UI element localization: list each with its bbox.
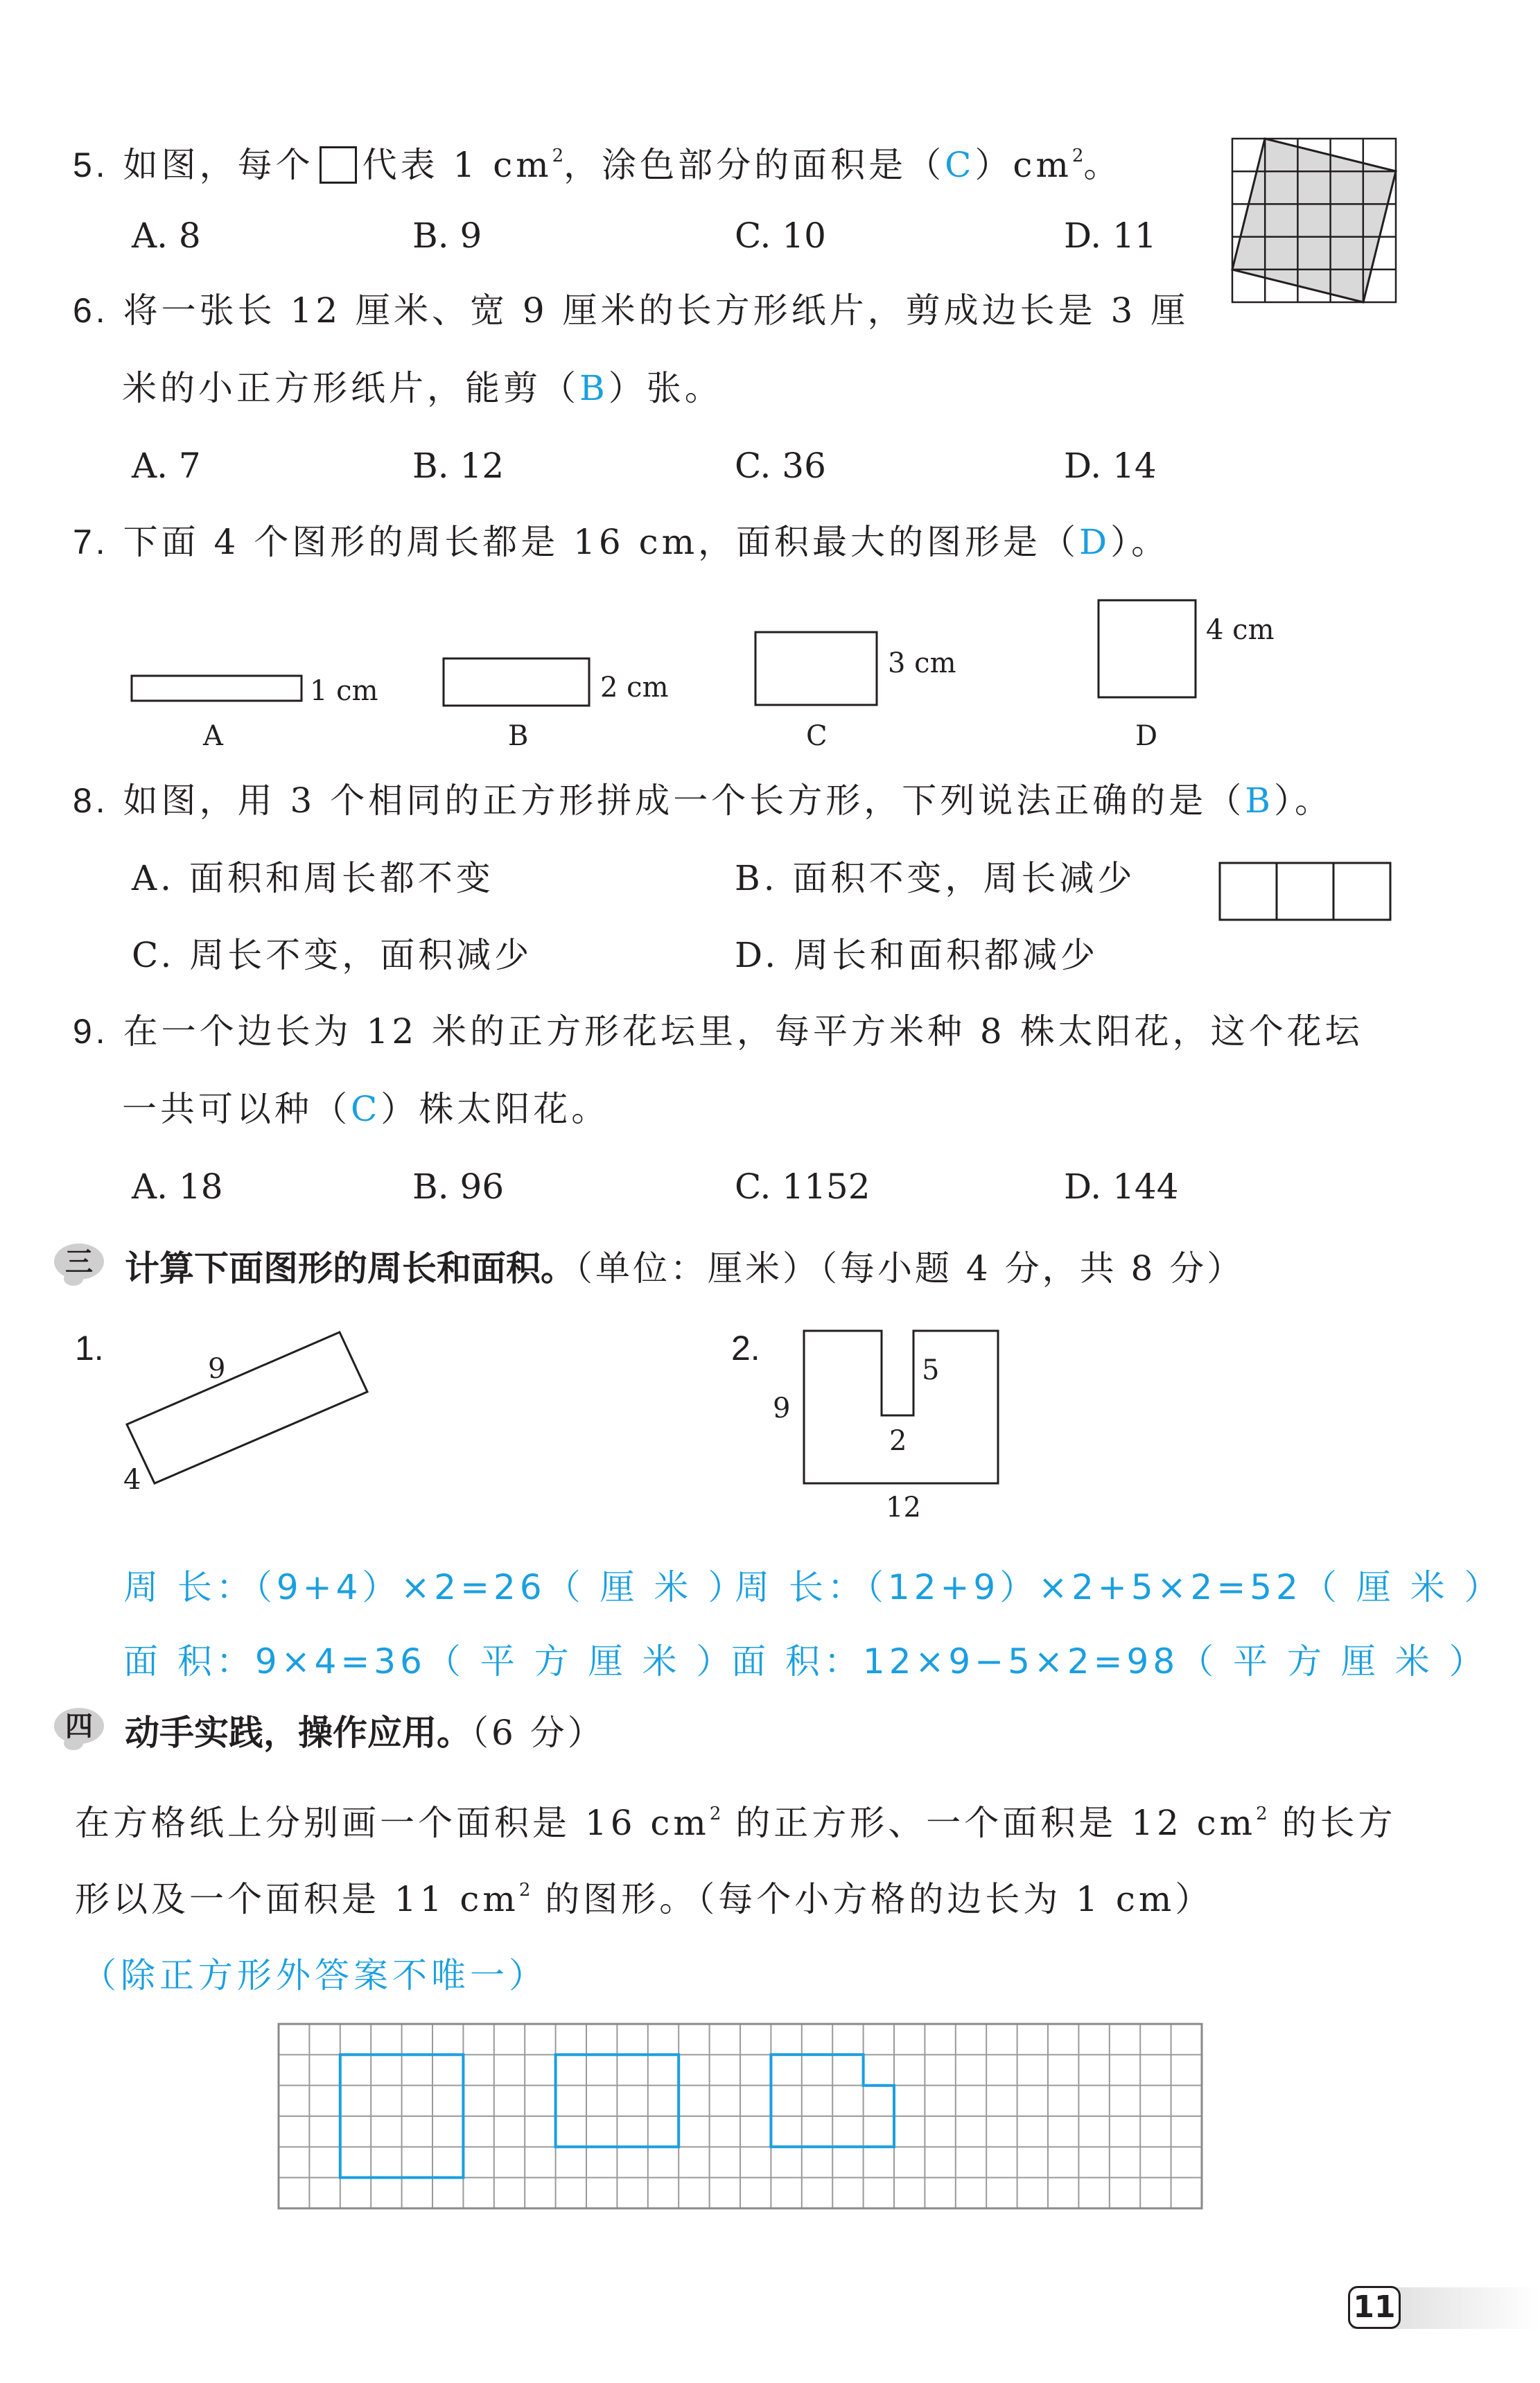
s3-p2-label-notch-width: 2 (889, 1425, 907, 1457)
s3-p2-label-height: 9 (773, 1393, 791, 1424)
s4-line1-sup2: 2 (1256, 1804, 1268, 1824)
q7-shapes (0, 582, 1540, 762)
q9-answer: C (351, 1089, 381, 1129)
q9-option-a: A. 18 (132, 1167, 223, 1207)
s3-p1-number: 1. (75, 1329, 104, 1368)
q5-answer: C (945, 145, 975, 185)
q7-text-a: 下面 4 个图形的周长都是 16 cm，面积最大的图形是（ (123, 522, 1080, 562)
s3-p1-label-short: 4 (123, 1464, 141, 1496)
q8-option-b: B. 面积不变，周长减少 (735, 858, 1136, 898)
s3-p2-perimeter: 周 长：（12+9）×2+5×2=52（ 厘 米 ） (735, 1567, 1503, 1607)
section3-badge-text: 三 (65, 1246, 93, 1278)
s4-line1-a: 在方格纸上分别画一个面积是 16 cm (75, 1803, 710, 1843)
q6-answer: B (579, 368, 609, 408)
q5-text-d: ）cm (974, 145, 1072, 185)
s3-p2-label-notch-depth: 5 (922, 1354, 940, 1386)
q7-dim-c: 3 cm (888, 647, 956, 679)
q7-shape-c (755, 632, 956, 752)
q5-text-e: 。 (1083, 145, 1122, 185)
q7-number: 7. (73, 523, 109, 561)
q8-option-d: D. 周长和面积都减少 (735, 935, 1099, 975)
q9-line2 (122, 1088, 609, 1130)
q6-number: 6. (73, 291, 109, 330)
s4-line1-b: 的正方形、一个面积是 12 cm (721, 1803, 1257, 1843)
q9-line1 (73, 1011, 1363, 1052)
section3-note: （单位：厘米）（每小题 4 分，共 8 分） (575, 1248, 1245, 1289)
q6-line1 (73, 290, 1189, 331)
q7-dim-d: 4 cm (1206, 614, 1275, 646)
s4-line1-sup: 2 (709, 1804, 721, 1824)
q8-answer: B (1245, 780, 1274, 821)
shaded-square (1232, 139, 1396, 302)
s3-p2-figure (762, 1331, 1040, 1539)
s4-answer-note: （除正方形外答案不唯一） (82, 1955, 548, 1996)
section4-header (125, 1712, 605, 1762)
s3-p2-label-width: 12 (886, 1492, 921, 1524)
q7-dim-b: 2 cm (600, 672, 669, 704)
q9-option-d: D. 144 (1064, 1167, 1179, 1207)
q5-sup: 2 (552, 146, 564, 166)
q7-label-b: B (508, 720, 529, 752)
q8-number: 8. (73, 781, 109, 820)
q6-line1-text: 将一张长 12 厘米、宽 9 厘米的长方形纸片，剪成边长是 3 厘 (123, 290, 1189, 331)
q7-text-b: ）。 (1110, 522, 1170, 562)
section4-badge-icon (53, 1705, 104, 1748)
q5-text-c: ，涂色部分的面积是（ (563, 145, 945, 185)
q5-option-c: C. 10 (735, 216, 826, 256)
q5-grid-figure (1232, 139, 1396, 302)
s4-line2-b: 的图形。（每个小方格的边长为 1 cm） (530, 1879, 1214, 1919)
q8-three-squares-figure (1220, 863, 1390, 920)
q9-number: 9. (73, 1012, 109, 1051)
q7-text (73, 521, 1169, 563)
s3-p2-area: 面 积：12×9−5×2=98（ 平 方 厘 米 ） (731, 1641, 1488, 1682)
q9-option-b: B. 96 (412, 1167, 505, 1207)
q6-line2-b: ）张。 (608, 368, 723, 408)
q5-sup2: 2 (1071, 146, 1084, 166)
q6-option-c: C. 36 (735, 446, 826, 486)
section3-badge-icon (53, 1241, 104, 1284)
q7-shape-b (444, 658, 669, 752)
q8-text-b: ）。 (1273, 780, 1333, 821)
q5-text-a: 如图，每个 (123, 145, 314, 185)
section3-header (125, 1248, 1244, 1298)
q8-option-a: A. 面积和周长都不变 (132, 858, 494, 898)
q7-label-d: D (1135, 720, 1158, 752)
s3-p1-perimeter: 周 长：（9+4）×2=26（ 厘 米 ） (123, 1567, 747, 1607)
q5-text (73, 135, 1121, 186)
s3-p2-number: 2. (731, 1329, 760, 1368)
q8-text-a: 如图，用 3 个相同的正方形拼成一个长方形，下列说法正确的是（ (123, 780, 1245, 821)
q6-line2-a: 米的小正方形纸片，能剪（ (122, 368, 579, 408)
s3-p1-label-long: 9 (208, 1353, 226, 1385)
q8-text (73, 780, 1333, 821)
q5-number: 5. (73, 146, 109, 184)
section4-badge-text: 四 (65, 1711, 93, 1743)
section4-note: （6 分） (471, 1713, 605, 1753)
page-number: 11 (1348, 2286, 1401, 2329)
q9-line2-a: 一共可以种（ (122, 1089, 351, 1129)
q5-option-b: B. 9 (412, 216, 482, 256)
q7-shape-d (1099, 600, 1275, 752)
s3-p1-figure (0, 1317, 485, 1525)
q6-line2 (122, 367, 723, 409)
q9-option-c: C. 1152 (735, 1167, 870, 1207)
q9-line2-b: ）株太阳花。 (380, 1089, 610, 1129)
s4-line2-sup: 2 (518, 1880, 531, 1901)
q7-label-a: A (203, 720, 223, 752)
s4-line1 (75, 1793, 1397, 1844)
grid-paper-lines (279, 2024, 1202, 2208)
unit-square-icon (320, 146, 357, 184)
q7-answer: D (1079, 522, 1111, 562)
q9-line1-text: 在一个边长为 12 米的正方形花坛里，每平方米种 8 株太阳花，这个花坛 (123, 1011, 1363, 1051)
q7-dim-a: 1 cm (310, 675, 378, 707)
q7-shape-a (132, 675, 378, 752)
s4-line1-c: 的长方 (1267, 1803, 1397, 1843)
q5-option-d: D. 11 (1064, 216, 1157, 256)
q6-option-d: D. 14 (1064, 446, 1157, 486)
q7-label-c: C (806, 720, 828, 752)
s4-line2 (75, 1869, 1213, 1920)
s4-line2-a: 形以及一个面积是 11 cm (75, 1879, 519, 1919)
section3-title: 计算下面图形的周长和面积。 (125, 1248, 575, 1289)
q6-option-b: B. 12 (412, 446, 505, 486)
grid-paper (279, 2024, 1202, 2208)
q5-text-b: 代表 1 cm (362, 145, 552, 185)
q6-option-a: A. 7 (132, 446, 201, 486)
q8-option-c: C. 周长不变，面积减少 (132, 935, 533, 975)
section4-title: 动手实践，操作应用。 (125, 1713, 471, 1753)
q5-option-a: A. 8 (132, 216, 201, 256)
s3-p1-area: 面 积：9×4=36（ 平 方 厘 米 ） (123, 1641, 735, 1682)
